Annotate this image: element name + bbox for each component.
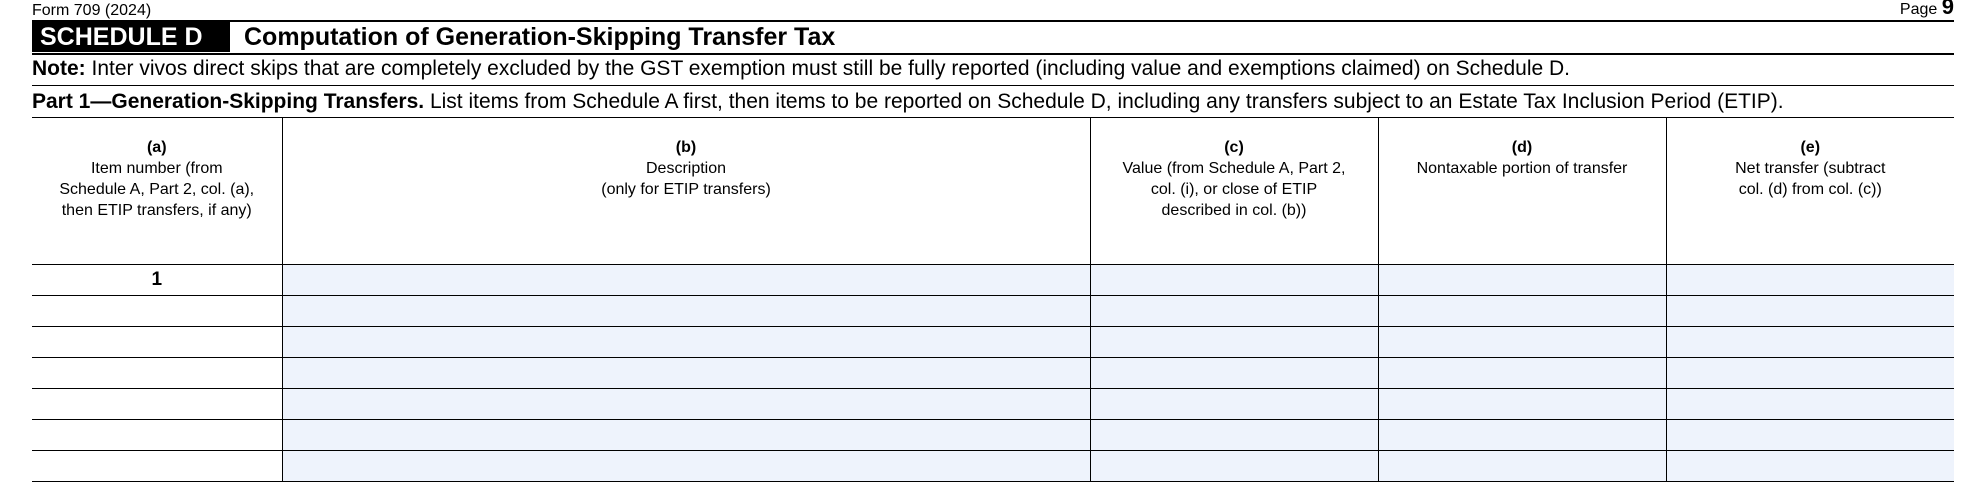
nontaxable-cell[interactable]	[1378, 265, 1666, 296]
column-description-line: col. (d) from col. (c))	[1738, 181, 1882, 198]
part1-text: List items from Schedule A first, then items to be reported on Schedule D, including any transfers subject to an Estate Tax Inclusion Period (ETIP).	[424, 90, 1784, 113]
form-label: Form 709 (2024)	[32, 2, 152, 19]
column-description-line: Value (from Schedule A, Part 2,	[1122, 160, 1346, 177]
column-description-line: Schedule A, Part 2, col. (a),	[59, 181, 255, 198]
nontaxable-cell[interactable]	[1378, 451, 1666, 482]
nontaxable-cell[interactable]	[1378, 296, 1666, 327]
item-number-cell: 1	[32, 265, 282, 296]
column-letter: (a)	[146, 139, 167, 156]
schedule-title: Computation of Generation-Skipping Transfer Tax	[244, 22, 836, 51]
page-indicator	[1900, 0, 1954, 20]
description-cell[interactable]	[282, 296, 1090, 327]
net-transfer-cell[interactable]	[1666, 451, 1954, 482]
form-header	[32, 0, 1954, 20]
column-letter: (e)	[1800, 139, 1821, 156]
table-row	[32, 327, 1954, 358]
column-description-line: col. (i), or close of ETIP	[1150, 181, 1318, 198]
column-description-line: Nontaxable portion of transfer	[1416, 160, 1628, 177]
note-line	[32, 55, 1954, 83]
value-cell[interactable]	[1090, 420, 1378, 451]
column-header	[1666, 117, 1954, 265]
description-cell[interactable]	[282, 358, 1090, 389]
table-row	[32, 389, 1954, 420]
value-cell[interactable]	[1090, 296, 1378, 327]
part1-heading	[32, 87, 1954, 117]
column-description-line: then ETIP transfers, if any)	[61, 202, 252, 219]
value-cell[interactable]	[1090, 327, 1378, 358]
column-letter: (b)	[675, 139, 697, 156]
column-description-line: Description	[645, 160, 727, 177]
page-prefix: Page	[1899, 1, 1938, 18]
column-header	[1378, 117, 1666, 265]
column-description-line: (only for ETIP transfers)	[601, 181, 771, 198]
table-body	[32, 265, 1954, 482]
schedule-badge: SCHEDULE D	[32, 22, 230, 52]
column-letter: (d)	[1511, 139, 1533, 156]
net-transfer-cell[interactable]	[1666, 327, 1954, 358]
item-number-cell	[32, 296, 282, 327]
net-transfer-cell[interactable]	[1666, 265, 1954, 296]
nontaxable-cell[interactable]	[1378, 358, 1666, 389]
net-transfer-cell[interactable]	[1666, 296, 1954, 327]
table-header-row	[32, 117, 1954, 265]
description-cell[interactable]	[282, 420, 1090, 451]
page-number: 9	[1941, 0, 1954, 19]
column-description-line: Item number (from	[90, 160, 223, 177]
part1-label: Part 1—Generation-Skipping Transfers.	[32, 90, 425, 113]
description-cell[interactable]	[282, 389, 1090, 420]
note-text: Inter vivos direct skips that are completely excluded by the GST exemption must still be fully reported (including value and exemptions claimed) on Schedule D.	[85, 57, 1571, 80]
table-row	[32, 358, 1954, 389]
schedule-heading	[32, 22, 1954, 52]
nontaxable-cell[interactable]	[1378, 327, 1666, 358]
nontaxable-cell[interactable]	[1378, 389, 1666, 420]
column-header	[282, 117, 1090, 265]
item-number-cell	[32, 451, 282, 482]
note-rule	[32, 85, 1954, 86]
note-label: Note:	[32, 57, 86, 80]
description-cell[interactable]	[282, 451, 1090, 482]
value-cell[interactable]	[1090, 389, 1378, 420]
item-number-cell	[32, 358, 282, 389]
item-number-cell	[32, 389, 282, 420]
gst-transfers-table	[32, 117, 1954, 482]
column-description-line: Net transfer (subtract	[1735, 160, 1886, 177]
item-number-cell	[32, 420, 282, 451]
value-cell[interactable]	[1090, 265, 1378, 296]
column-letter: (c)	[1224, 139, 1244, 156]
description-cell[interactable]	[282, 265, 1090, 296]
table-row	[32, 451, 1954, 482]
column-description-line: described in col. (b))	[1161, 202, 1307, 219]
net-transfer-cell[interactable]	[1666, 358, 1954, 389]
table-row	[32, 265, 1954, 296]
description-cell[interactable]	[282, 327, 1090, 358]
table-row	[32, 296, 1954, 327]
table-row	[32, 420, 1954, 451]
nontaxable-cell[interactable]	[1378, 420, 1666, 451]
column-header	[1090, 117, 1378, 265]
item-number-cell	[32, 327, 282, 358]
net-transfer-cell[interactable]	[1666, 420, 1954, 451]
value-cell[interactable]	[1090, 451, 1378, 482]
column-header	[32, 117, 282, 265]
value-cell[interactable]	[1090, 358, 1378, 389]
net-transfer-cell[interactable]	[1666, 389, 1954, 420]
